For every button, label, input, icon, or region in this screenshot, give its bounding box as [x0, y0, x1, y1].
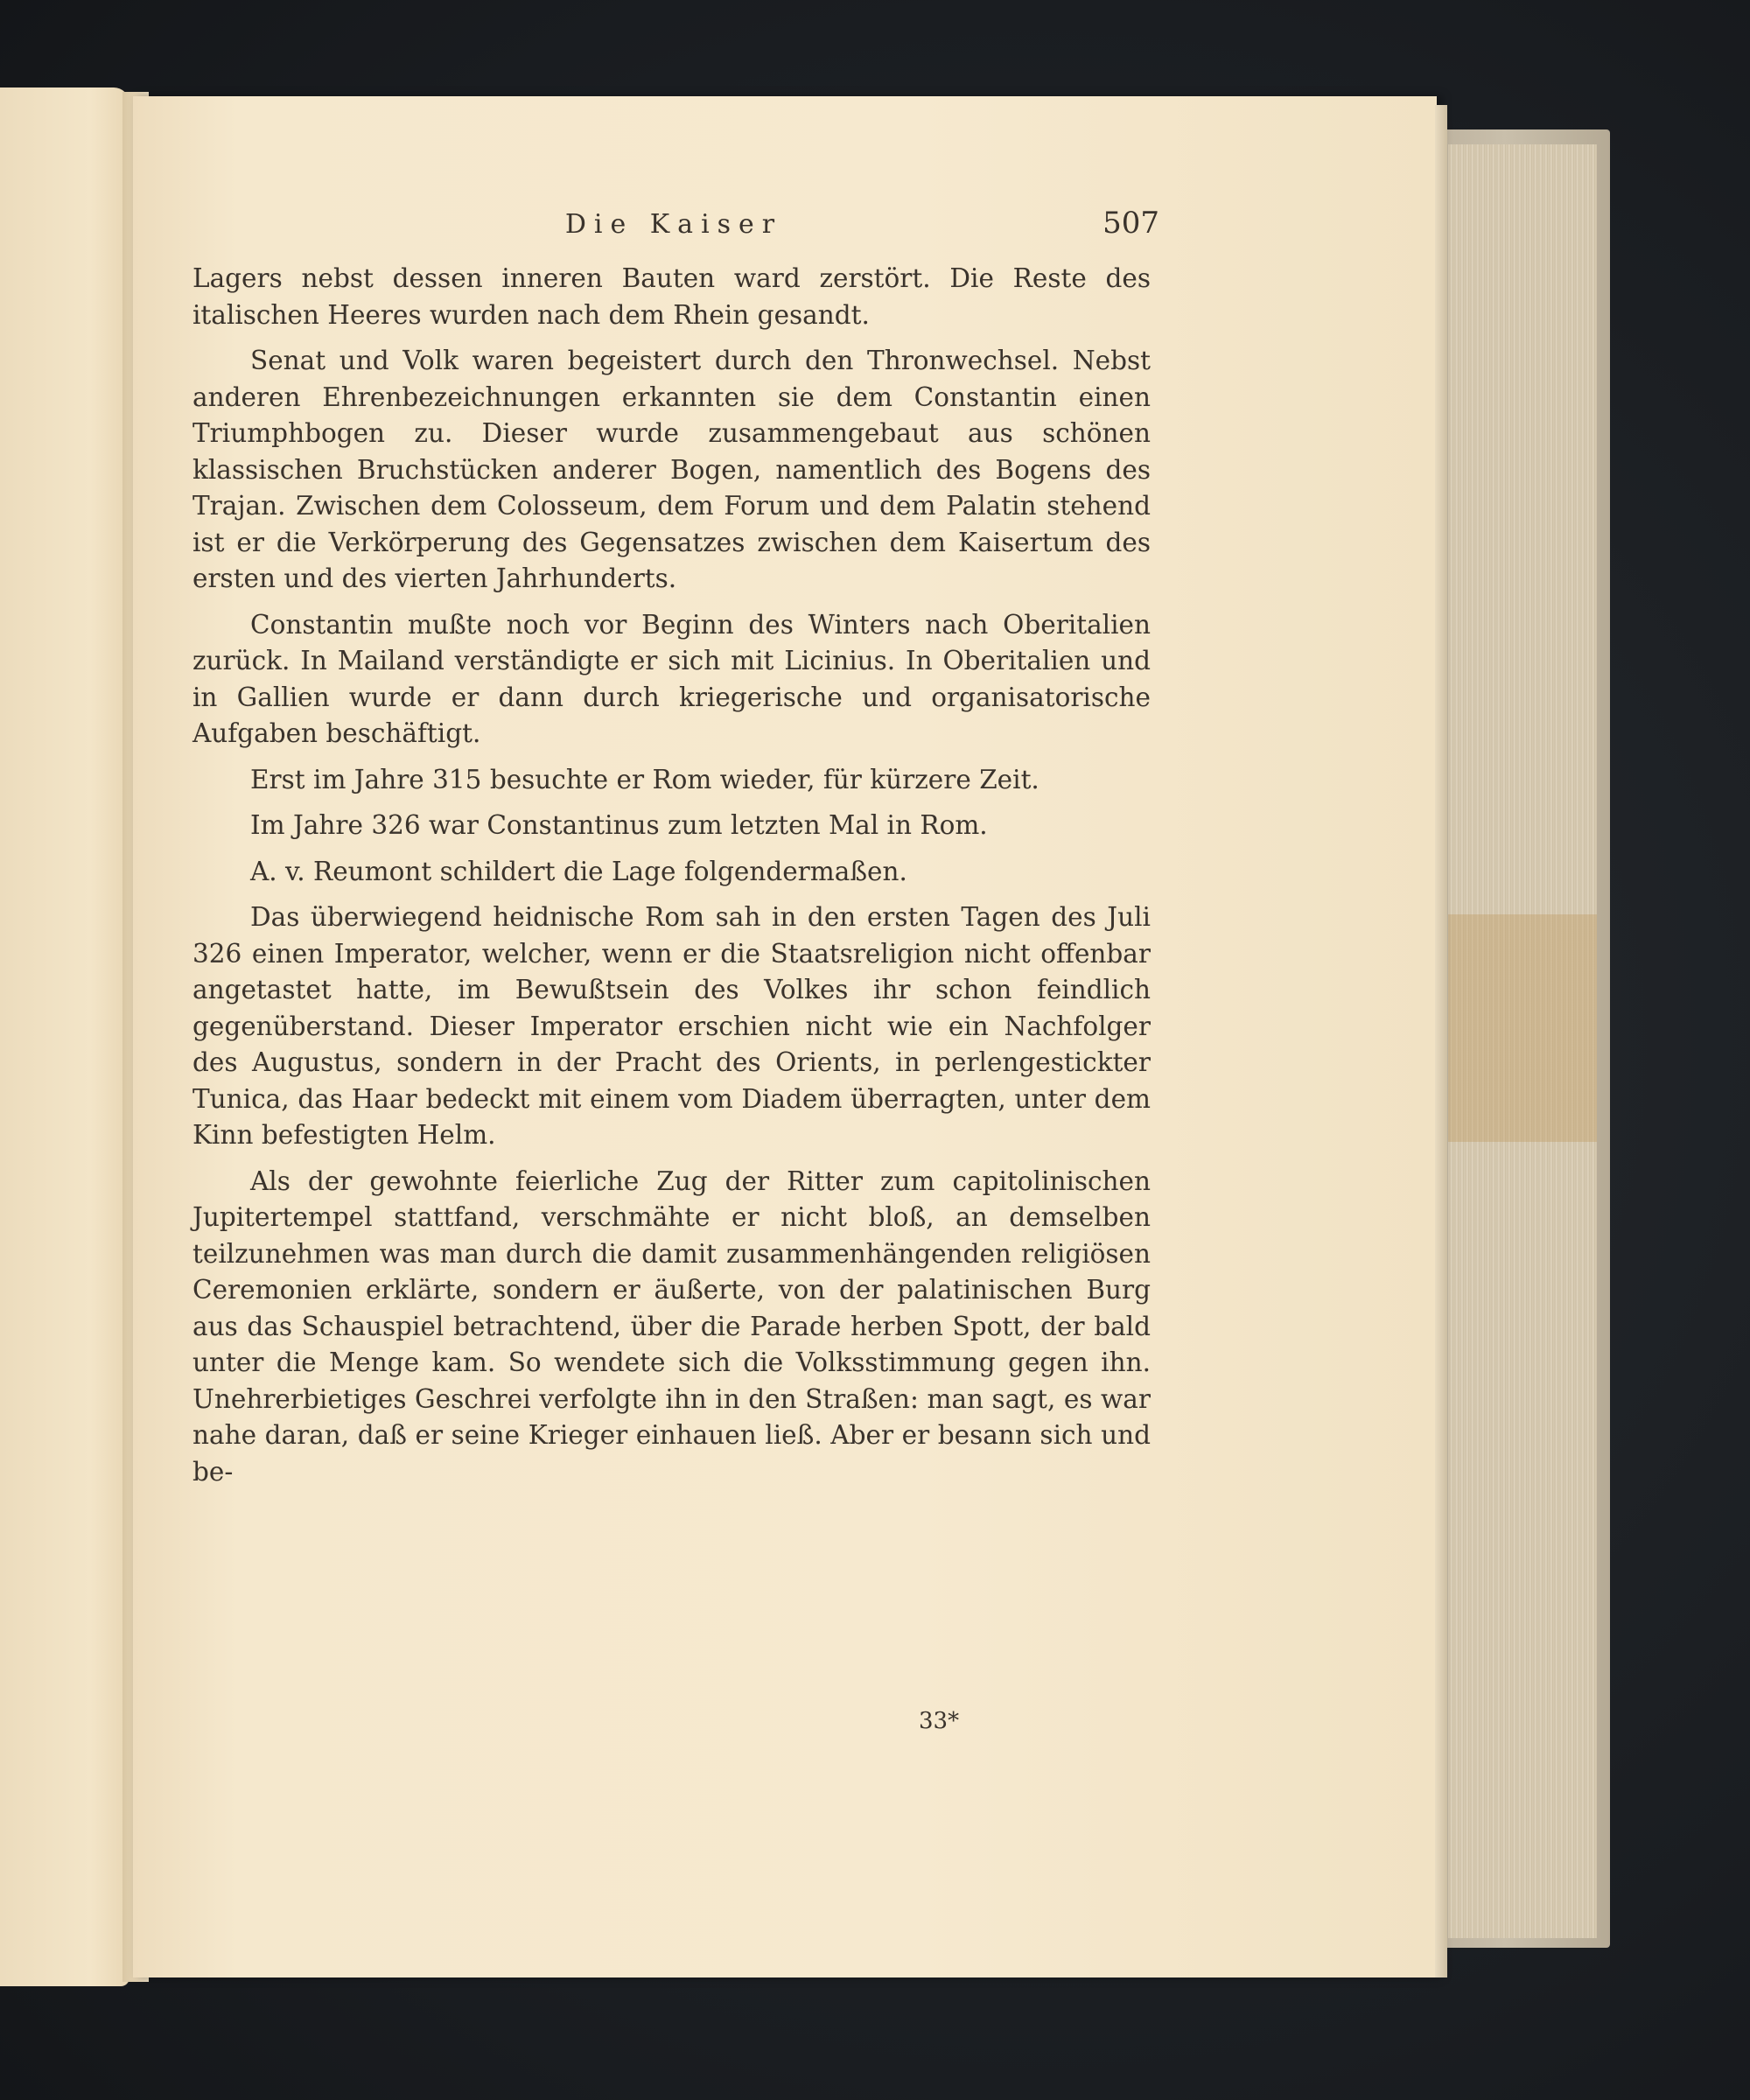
paragraph: Das überwiegend heidnische Rom sah in den ersten Tagen des Juli 326 einen Imperator, welcher, wenn er die Staatsreligion nicht offenbar angetastet hatte, im Bewußtsein des Volkes ihr schon feindlich gegenüberstand. Dieser Imperator erschien nicht wie ein Nachfolger des Augustus, sondern in der Pracht des Orients, in perlengestickter Tunica, das Haar bedeckt mit einem vom Diadem überragten, unter dem Kinn befestigten Helm. — [192, 902, 1151, 1150]
paragraph: A. v. Reumont schildert die Lage folgendermaßen. — [250, 856, 907, 886]
running-head — [192, 206, 1159, 249]
paragraph: Im Jahre 326 war Constantinus zum letzten Mal in Rom. — [250, 810, 988, 840]
body-text — [192, 261, 1151, 1490]
page-block-edges — [1448, 144, 1597, 1938]
paragraph: Senat und Volk waren begeistert durch den Thronwechsel. Nebst anderen Ehrenbezeichnungen erkannten sie dem Constantin einen Triumphbogen zu. Dieser wurde zusammengebaut aus schönen klassischen Bruchstücken anderer Bogen, namentlich des Bogens des Trajan. Zwischen dem Colosseum, dem Forum und dem Palatin stehend ist er die Verkörperung des Gegensatzes zwischen dem Kaisertum des ersten und des vierten Jahrhunderts. — [192, 346, 1151, 593]
facing-page-left — [0, 88, 130, 1986]
signature-mark: 33* — [919, 1708, 960, 1734]
edge-stain — [1448, 914, 1597, 1142]
paragraph: Als der gewohnte feierliche Zug der Ritter zum capitolinischen Jupitertempel stattfand, verschmähte er nicht bloß, an demselben teilzunehmen was man durch die damit zusammenhängenden religiösen Ceremonien erklärte, sondern er äußerte, von der palatinischen Burg aus das Schauspiel betrachtend, über die Parade herben Spott, der bald unter die Menge kam. So wendete sich die Volksstimmung gegen ihn. Unehrerbietiges Geschrei verfolgte ihn in den Straßen: man sagt, es war nahe daran, daß er seine Krieger einhauen ließ. Aber er besann sich und be- — [192, 1166, 1151, 1487]
paragraph: Erst im Jahre 315 besuchte er Rom wieder, für kürzere Zeit. — [250, 764, 1040, 794]
running-head-title: Die Kaiser — [564, 209, 783, 240]
paragraph: Lagers nebst dessen inneren Bauten ward zerstört. Die Reste des italischen Heeres wurden nach dem Rhein gesandt. — [192, 263, 1151, 330]
paragraph: Constantin mußte noch vor Beginn des Winters nach Oberitalien zurück. In Mailand verständigte er sich mit Licinius. In Oberitalien und in Gallien wurde er dann durch kriegerische und organisatorische Aufgaben beschäftigt. — [192, 609, 1151, 748]
page-right-edge — [1435, 105, 1447, 1978]
page-number: 507 — [1102, 206, 1159, 241]
